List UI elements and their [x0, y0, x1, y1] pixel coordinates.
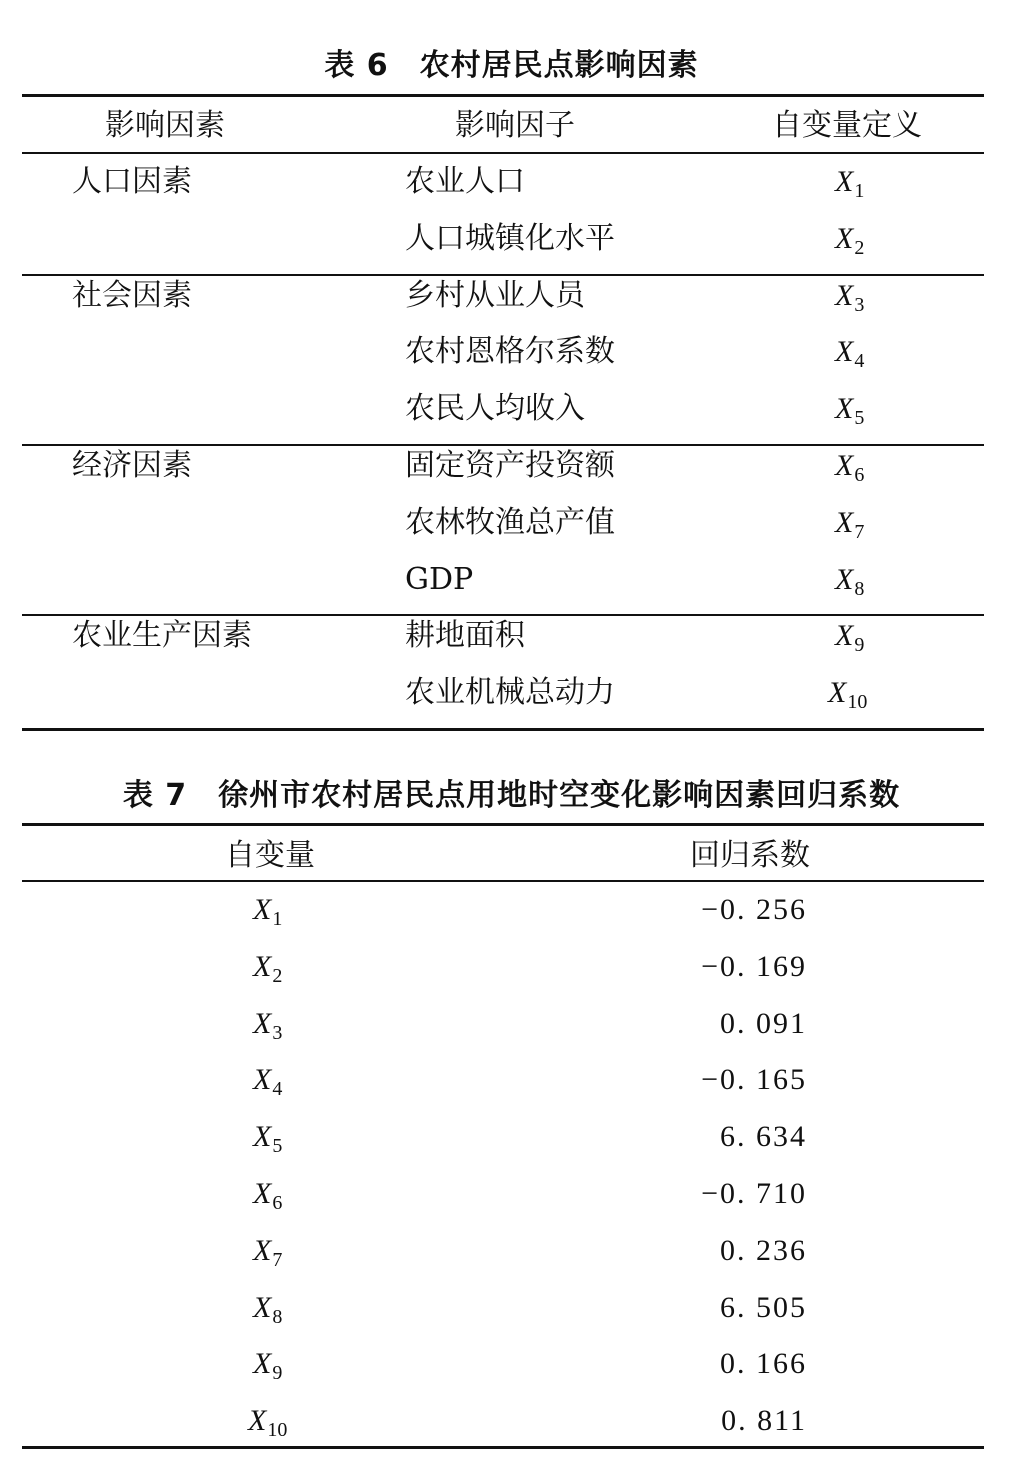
coefficient-value: 0. 166	[720, 1347, 807, 1381]
coefficient-value: 6. 505	[720, 1290, 807, 1324]
factor-item: 农业机械总动力	[405, 675, 615, 711]
variable-symbol: $X_6$	[835, 449, 865, 486]
table6-header-item: 影响因子	[455, 108, 575, 143]
group-divider	[22, 274, 984, 276]
table6-top-rule	[22, 94, 984, 97]
table7-header-rule	[22, 880, 984, 882]
variable-symbol: $X_{10}$	[828, 676, 868, 714]
group-divider	[22, 444, 984, 446]
factor-item: 农村恩格尔系数	[405, 334, 615, 370]
variable-symbol: $X_3$	[253, 1006, 283, 1044]
factor-label: 经济因素	[72, 448, 192, 483]
factor-item: 农业人口	[405, 164, 525, 199]
table6-header-var: 自变量定义	[772, 108, 922, 143]
coefficient-value: −0. 165	[701, 1063, 807, 1097]
table7-bottom-rule	[22, 1446, 984, 1449]
factor-item: 人口城镇化水平	[405, 220, 615, 256]
variable-symbol: $X_3$	[835, 278, 865, 316]
table6-bottom-rule	[22, 728, 984, 731]
coefficient-value: 0. 811	[721, 1404, 807, 1438]
variable-symbol: $X_5$	[835, 392, 865, 430]
table7-caption: 表 7 徐州市农村居民点用地时空变化影响因素回归系数	[122, 778, 901, 813]
variable-symbol: $X_8$	[835, 562, 865, 600]
coefficient-value: 0. 091	[720, 1006, 807, 1040]
variable-symbol: $X_7$	[253, 1233, 283, 1271]
variable-symbol: $X_6$	[253, 1177, 283, 1214]
coefficient-value: 6. 634	[720, 1120, 807, 1154]
factor-label: 社会因素	[72, 277, 192, 313]
variable-symbol: $X_1$	[835, 165, 865, 202]
factor-item: 农民人均收入	[405, 391, 585, 427]
group-divider	[22, 614, 984, 616]
coefficient-value: −0. 710	[701, 1177, 807, 1210]
factor-item: 乡村从业人员	[405, 277, 585, 313]
table6-header-rule	[22, 152, 984, 154]
variable-symbol: $X_9$	[253, 1347, 283, 1385]
variable-symbol: $X_5$	[253, 1120, 283, 1158]
factor-label: 人口因素	[72, 164, 192, 199]
coefficient-value: −0. 169	[701, 949, 807, 983]
variable-symbol: $X_8$	[253, 1290, 283, 1328]
variable-symbol: $X_2$	[835, 221, 865, 259]
table7-header-var: 自变量	[225, 838, 315, 873]
factor-label: 农业生产因素	[72, 618, 252, 654]
variable-symbol: $X_7$	[835, 505, 865, 543]
variable-symbol: $X_9$	[835, 619, 865, 657]
factor-item: 固定资产投资额	[405, 448, 615, 483]
factor-item: GDP	[405, 561, 474, 597]
variable-symbol: $X_1$	[253, 893, 283, 930]
coefficient-value: −0. 256	[701, 893, 807, 926]
factor-item: 农林牧渔总产值	[405, 504, 615, 540]
table7-top-rule	[22, 823, 984, 826]
variable-symbol: $X_2$	[253, 949, 283, 987]
variable-symbol: $X_4$	[835, 335, 865, 373]
table7-header-coef: 回归系数	[690, 838, 810, 873]
variable-symbol: $X_{10}$	[248, 1404, 288, 1442]
factor-item: 耕地面积	[405, 618, 525, 654]
table6-header-factor: 影响因素	[105, 108, 225, 143]
coefficient-value: 0. 236	[720, 1233, 807, 1267]
table6-caption: 表 6 农村居民点影响因素	[324, 48, 699, 83]
variable-symbol: $X_4$	[253, 1063, 283, 1101]
